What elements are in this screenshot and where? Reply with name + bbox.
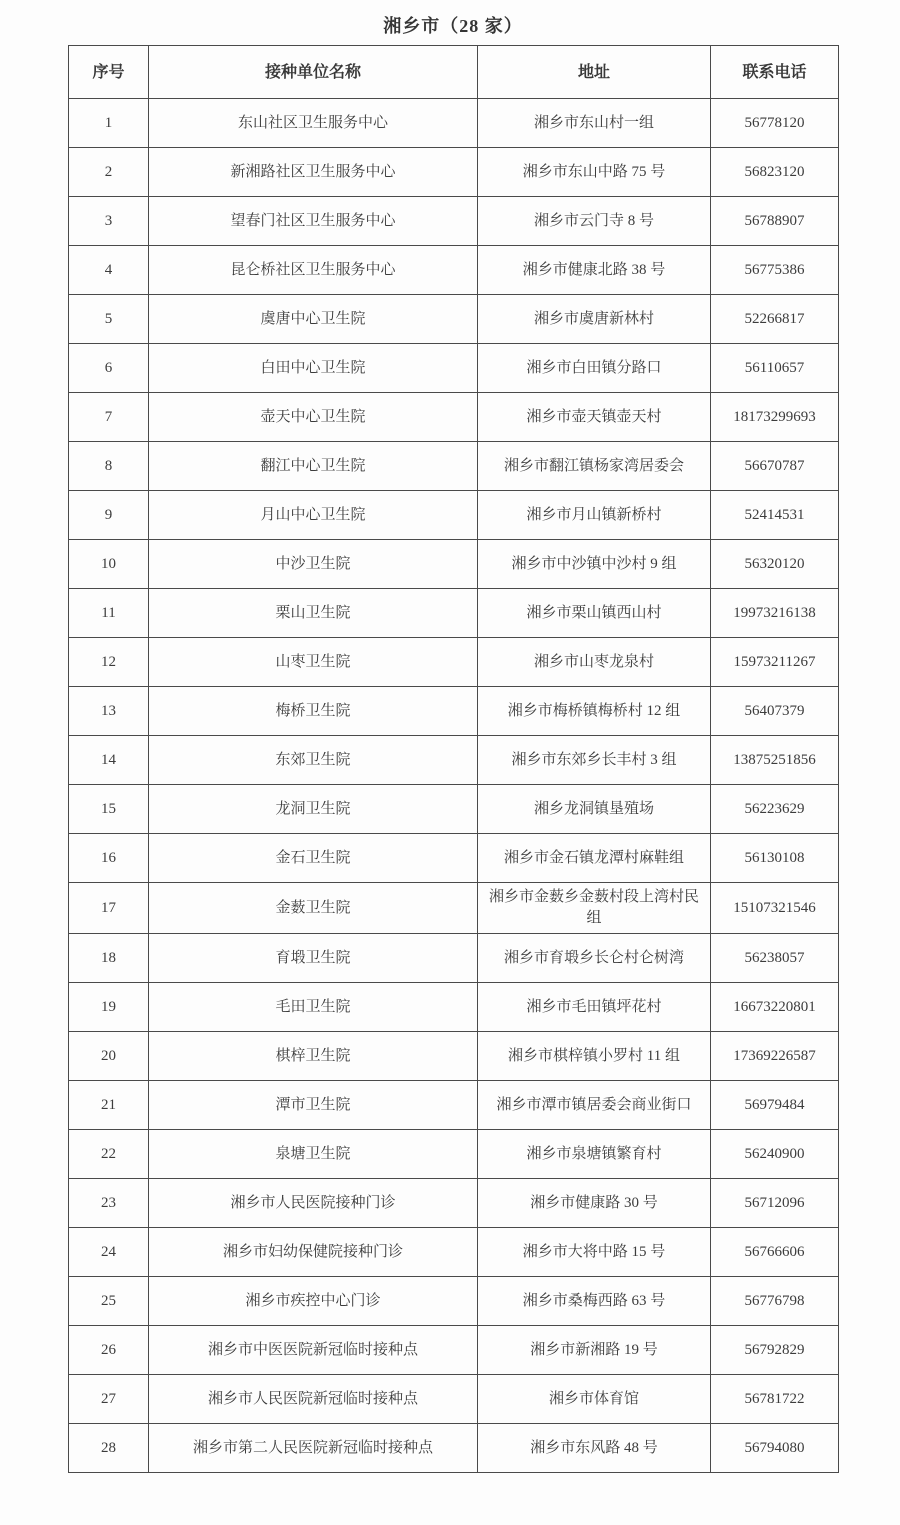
cell-row-number: 22 [69, 1130, 149, 1179]
cell-unit-name: 昆仑桥社区卫生服务中心 [149, 246, 478, 295]
table-row [69, 1032, 839, 1081]
cell-unit-name: 白田中心卫生院 [149, 344, 478, 393]
cell-address: 湘乡市健康路 30 号 [478, 1179, 711, 1228]
table-row [69, 883, 839, 934]
cell-address: 湘乡市东风路 48 号 [478, 1424, 711, 1473]
cell-phone: 56238057 [711, 934, 839, 983]
cell-unit-name: 湘乡市第二人民医院新冠临时接种点 [149, 1424, 478, 1473]
table-row [69, 344, 839, 393]
cell-phone: 52414531 [711, 491, 839, 540]
cell-row-number: 17 [69, 883, 149, 934]
cell-row-number: 23 [69, 1179, 149, 1228]
cell-phone: 56781722 [711, 1375, 839, 1424]
header-cell-unit-name: 接种单位名称 [149, 46, 478, 99]
table-row [69, 1179, 839, 1228]
cell-phone: 56110657 [711, 344, 839, 393]
header-cell-number: 序号 [69, 46, 149, 99]
cell-row-number: 15 [69, 785, 149, 834]
cell-address: 湘乡市泉塘镇繁育村 [478, 1130, 711, 1179]
table-header [69, 46, 839, 99]
cell-row-number: 2 [69, 148, 149, 197]
cell-phone: 56792829 [711, 1326, 839, 1375]
vaccination-units-table [68, 45, 839, 1473]
cell-phone: 56407379 [711, 687, 839, 736]
cell-row-number: 16 [69, 834, 149, 883]
cell-phone: 56320120 [711, 540, 839, 589]
cell-unit-name: 中沙卫生院 [149, 540, 478, 589]
cell-address: 湘乡市月山镇新桥村 [478, 491, 711, 540]
table-row [69, 246, 839, 295]
table-row [69, 1081, 839, 1130]
cell-unit-name: 湘乡市妇幼保健院接种门诊 [149, 1228, 478, 1277]
table-row [69, 589, 839, 638]
cell-unit-name: 新湘路社区卫生服务中心 [149, 148, 478, 197]
cell-row-number: 26 [69, 1326, 149, 1375]
cell-row-number: 14 [69, 736, 149, 785]
cell-row-number: 7 [69, 393, 149, 442]
cell-phone: 56776798 [711, 1277, 839, 1326]
cell-phone: 16673220801 [711, 983, 839, 1032]
cell-unit-name: 棋梓卫生院 [149, 1032, 478, 1081]
table-row [69, 834, 839, 883]
cell-row-number: 11 [69, 589, 149, 638]
table-row [69, 983, 839, 1032]
table-row [69, 736, 839, 785]
header-row [69, 46, 839, 99]
cell-unit-name: 山枣卫生院 [149, 638, 478, 687]
cell-unit-name: 壶天中心卫生院 [149, 393, 478, 442]
cell-row-number: 21 [69, 1081, 149, 1130]
cell-phone: 13875251856 [711, 736, 839, 785]
cell-phone: 56775386 [711, 246, 839, 295]
cell-address: 湘乡市虞唐新林村 [478, 295, 711, 344]
cell-unit-name: 望春门社区卫生服务中心 [149, 197, 478, 246]
cell-unit-name: 金薮卫生院 [149, 883, 478, 934]
page-title: 湘乡市（28 家） [383, 16, 523, 36]
table-row [69, 1130, 839, 1179]
table-row [69, 393, 839, 442]
table-row [69, 785, 839, 834]
cell-unit-name: 虞唐中心卫生院 [149, 295, 478, 344]
table-row [69, 540, 839, 589]
cell-row-number: 1 [69, 99, 149, 148]
table-row [69, 491, 839, 540]
cell-phone: 56788907 [711, 197, 839, 246]
cell-row-number: 9 [69, 491, 149, 540]
cell-unit-name: 湘乡市中医医院新冠临时接种点 [149, 1326, 478, 1375]
cell-unit-name: 湘乡市人民医院接种门诊 [149, 1179, 478, 1228]
cell-unit-name: 金石卫生院 [149, 834, 478, 883]
cell-address: 湘乡市翻江镇杨家湾居委会 [478, 442, 711, 491]
cell-address: 湘乡市体育馆 [478, 1375, 711, 1424]
table-row [69, 934, 839, 983]
cell-address: 湘乡市东山村一组 [478, 99, 711, 148]
cell-unit-name: 栗山卫生院 [149, 589, 478, 638]
table-row [69, 99, 839, 148]
cell-phone: 19973216138 [711, 589, 839, 638]
table-row [69, 1326, 839, 1375]
cell-address: 湘乡市棋梓镇小罗村 11 组 [478, 1032, 711, 1081]
cell-phone: 56823120 [711, 148, 839, 197]
cell-address: 湘乡市白田镇分路口 [478, 344, 711, 393]
cell-row-number: 28 [69, 1424, 149, 1473]
cell-address: 湘乡市金薮乡金薮村段上湾村民组 [478, 883, 711, 934]
table-row [69, 1375, 839, 1424]
cell-row-number: 5 [69, 295, 149, 344]
cell-row-number: 6 [69, 344, 149, 393]
cell-unit-name: 龙洞卫生院 [149, 785, 478, 834]
cell-address: 湘乡市潭市镇居委会商业街口 [478, 1081, 711, 1130]
cell-phone: 56794080 [711, 1424, 839, 1473]
cell-phone: 56778120 [711, 99, 839, 148]
cell-address: 湘乡市健康北路 38 号 [478, 246, 711, 295]
cell-unit-name: 泉塘卫生院 [149, 1130, 478, 1179]
cell-row-number: 25 [69, 1277, 149, 1326]
cell-address: 湘乡市梅桥镇梅桥村 12 组 [478, 687, 711, 736]
cell-unit-name: 翻江中心卫生院 [149, 442, 478, 491]
table-row [69, 295, 839, 344]
cell-phone: 52266817 [711, 295, 839, 344]
cell-address: 湘乡龙洞镇垦殖场 [478, 785, 711, 834]
table-row [69, 1424, 839, 1473]
cell-phone: 56979484 [711, 1081, 839, 1130]
cell-address: 湘乡市云门寺 8 号 [478, 197, 711, 246]
table-row [69, 1228, 839, 1277]
cell-unit-name: 梅桥卫生院 [149, 687, 478, 736]
cell-address: 湘乡市桑梅西路 63 号 [478, 1277, 711, 1326]
cell-unit-name: 东郊卫生院 [149, 736, 478, 785]
cell-unit-name: 潭市卫生院 [149, 1081, 478, 1130]
cell-address: 湘乡市东山中路 75 号 [478, 148, 711, 197]
table-row [69, 442, 839, 491]
header-cell-address: 地址 [478, 46, 711, 99]
cell-unit-name: 月山中心卫生院 [149, 491, 478, 540]
table-row [69, 687, 839, 736]
cell-row-number: 18 [69, 934, 149, 983]
cell-phone: 15973211267 [711, 638, 839, 687]
table-row [69, 1277, 839, 1326]
cell-unit-name: 毛田卫生院 [149, 983, 478, 1032]
cell-phone: 56130108 [711, 834, 839, 883]
cell-unit-name: 育塅卫生院 [149, 934, 478, 983]
cell-address: 湘乡市山枣龙泉村 [478, 638, 711, 687]
cell-row-number: 8 [69, 442, 149, 491]
cell-row-number: 24 [69, 1228, 149, 1277]
cell-phone: 56240900 [711, 1130, 839, 1179]
table-row [69, 638, 839, 687]
cell-address: 湘乡市金石镇龙潭村麻鞋组 [478, 834, 711, 883]
cell-address: 湘乡市育塅乡长仑村仑树湾 [478, 934, 711, 983]
cell-address: 湘乡市壶天镇壶天村 [478, 393, 711, 442]
cell-phone: 56712096 [711, 1179, 839, 1228]
cell-phone: 56223629 [711, 785, 839, 834]
cell-address: 湘乡市大将中路 15 号 [478, 1228, 711, 1277]
cell-unit-name: 湘乡市人民医院新冠临时接种点 [149, 1375, 478, 1424]
cell-address: 湘乡市毛田镇坪花村 [478, 983, 711, 1032]
cell-address: 湘乡市新湘路 19 号 [478, 1326, 711, 1375]
cell-phone: 56766606 [711, 1228, 839, 1277]
cell-address: 湘乡市中沙镇中沙村 9 组 [478, 540, 711, 589]
cell-row-number: 3 [69, 197, 149, 246]
table-row [69, 197, 839, 246]
cell-phone: 17369226587 [711, 1032, 839, 1081]
cell-phone: 15107321546 [711, 883, 839, 934]
header-cell-phone: 联系电话 [711, 46, 839, 99]
cell-row-number: 10 [69, 540, 149, 589]
cell-row-number: 19 [69, 983, 149, 1032]
cell-phone: 18173299693 [711, 393, 839, 442]
cell-address: 湘乡市东郊乡长丰村 3 组 [478, 736, 711, 785]
cell-row-number: 12 [69, 638, 149, 687]
cell-row-number: 13 [69, 687, 149, 736]
cell-address: 湘乡市栗山镇西山村 [478, 589, 711, 638]
table-row [69, 148, 839, 197]
cell-row-number: 20 [69, 1032, 149, 1081]
cell-row-number: 4 [69, 246, 149, 295]
cell-unit-name: 东山社区卫生服务中心 [149, 99, 478, 148]
cell-row-number: 27 [69, 1375, 149, 1424]
cell-unit-name: 湘乡市疾控中心门诊 [149, 1277, 478, 1326]
table-body [69, 99, 839, 1473]
cell-phone: 56670787 [711, 442, 839, 491]
